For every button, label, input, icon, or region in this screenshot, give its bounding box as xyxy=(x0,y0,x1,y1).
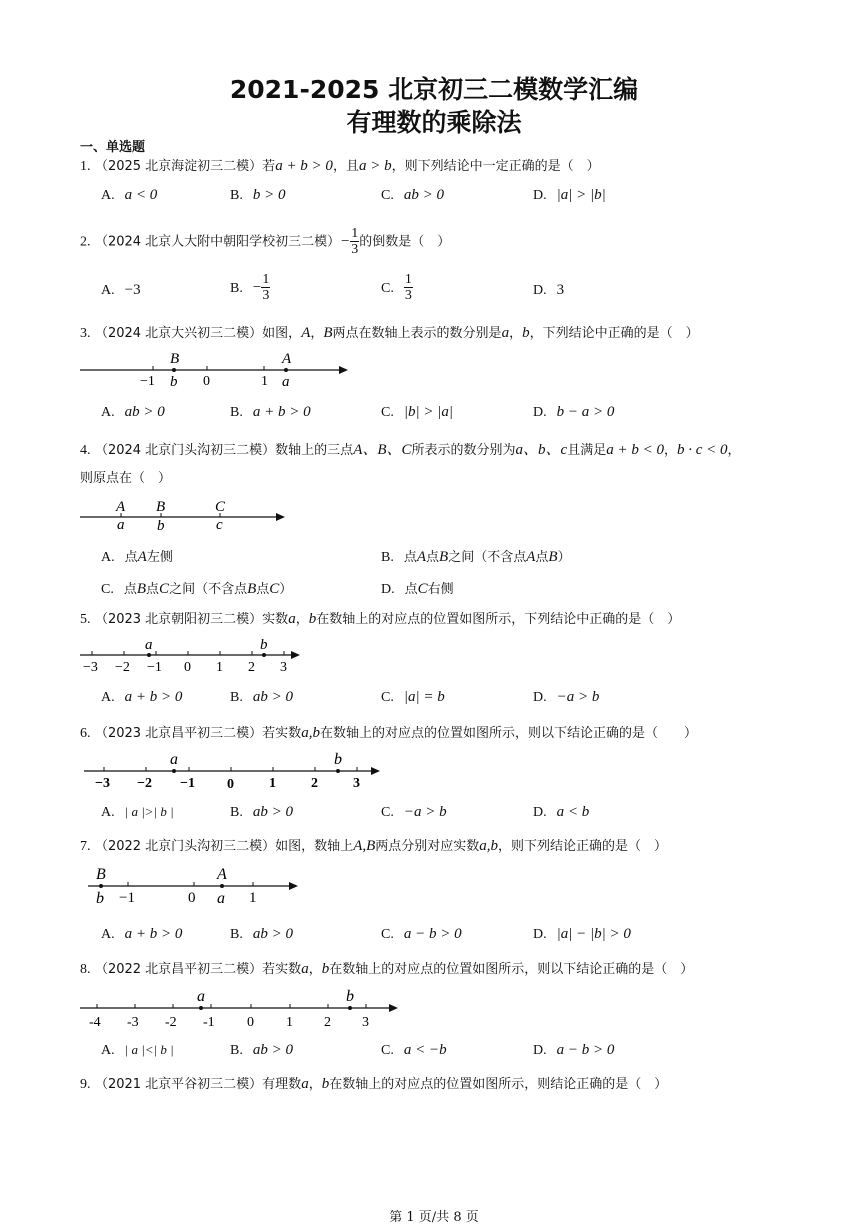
tick-label: 3 xyxy=(353,776,360,791)
q3-option-d[interactable]: D. b − a > 0 xyxy=(533,404,615,420)
q2-option-d[interactable]: D. 3 xyxy=(533,282,565,298)
q8-option-b[interactable]: B. ab > 0 xyxy=(230,1042,293,1058)
q6-number-line xyxy=(82,748,387,792)
label-lower-a: a xyxy=(282,374,290,390)
q3-option-c[interactable]: C. |b| > |a| xyxy=(381,404,453,420)
tick-label: −2 xyxy=(137,776,152,791)
point-a xyxy=(199,1006,203,1010)
label-lower-b: b xyxy=(157,518,165,532)
point-b xyxy=(348,1006,352,1010)
document-title-line2: 有理数的乘除法 xyxy=(346,108,522,137)
tick-label: 0 xyxy=(184,660,191,675)
axis-arrow xyxy=(339,366,348,374)
fraction: $\frac{1}{3}$ xyxy=(351,226,359,257)
tick-label: 2 xyxy=(324,1015,331,1030)
label-zero: 0 xyxy=(203,374,210,389)
label-upper-A: A xyxy=(116,499,126,515)
q4-option-c[interactable]: C. 点B点C之间（不含点B点C） xyxy=(101,581,293,597)
q1-option-a[interactable]: A. a < 0 xyxy=(101,187,158,203)
question-2-stem: 2. （2024 北京人大附中朝阳学校初三二模）− $\frac{1}{3}$ 的倒数是（ ） xyxy=(80,226,451,257)
label-zero: 0 xyxy=(188,890,196,906)
tick-label: −1 xyxy=(180,776,195,791)
q8-number-line xyxy=(78,986,406,1030)
q8-option-a[interactable]: A. | a |<| b | xyxy=(101,1042,174,1058)
q7-option-d[interactable]: D. |a| − |b| > 0 xyxy=(533,926,631,942)
q8-option-d[interactable]: D. a − b > 0 xyxy=(533,1042,615,1058)
axis-arrow xyxy=(371,767,380,775)
question-6-stem: 6. （2023 北京昌平初三二模）若实数a,b在数轴上的对应点的位置如图所示，则以下结论正确的是（ ） xyxy=(80,725,697,741)
label-upper-B: B xyxy=(170,351,180,367)
q2-option-a[interactable]: A. −3 xyxy=(101,282,141,298)
question-1-stem: 1. （2025 北京海淀初三二模）若a + b > 0，且a > b，则下列结论中一定正确的是（ ） xyxy=(80,158,600,174)
q6-option-d[interactable]: D. a < b xyxy=(533,804,590,820)
label-b: b xyxy=(346,988,354,1005)
label-upper-A: A xyxy=(282,351,292,367)
q2-option-b[interactable]: B. − $\frac{1}{3}$ xyxy=(230,272,270,303)
point-a xyxy=(172,769,176,773)
label-a: a xyxy=(170,751,178,768)
tick-label: 2 xyxy=(311,776,318,791)
label-lower-a: a xyxy=(117,517,125,532)
axis-arrow xyxy=(389,1004,398,1012)
tick-label: -1 xyxy=(203,1015,215,1030)
label-lower-c: c xyxy=(216,517,223,532)
label-lower-b: b xyxy=(170,374,178,390)
q5-option-a[interactable]: A. a + b > 0 xyxy=(101,689,183,705)
point-b xyxy=(172,368,176,372)
tick-label: 2 xyxy=(248,660,255,675)
q6-option-c[interactable]: C. −a > b xyxy=(381,804,447,820)
tick-label: −1 xyxy=(147,660,162,675)
tick-label: 1 xyxy=(269,776,276,791)
axis-arrow xyxy=(276,513,285,521)
q4-option-d[interactable]: D. 点C右侧 xyxy=(381,581,454,597)
point-a xyxy=(220,884,224,888)
tick-label: 0 xyxy=(247,1015,254,1030)
q4-option-b[interactable]: B. 点A点B之间（不含点A点B） xyxy=(381,549,571,565)
q3-option-b[interactable]: B. a + b > 0 xyxy=(230,404,311,420)
label-lower-b: b xyxy=(96,890,104,907)
label-minus-1: −1 xyxy=(140,374,155,389)
q7-option-a[interactable]: A. a + b > 0 xyxy=(101,926,183,942)
axis-arrow xyxy=(291,651,300,659)
question-7-stem: 7. （2022 北京门头沟初三二模）如图，数轴上A,B两点分别对应实数a,b，则下列结论正确的是（ ） xyxy=(80,838,668,854)
document-title-line1: 2021-2025 北京初三二模数学汇编 xyxy=(229,75,639,104)
tick-label: 1 xyxy=(216,660,223,675)
q7-option-b[interactable]: B. ab > 0 xyxy=(230,926,293,942)
tick-label: 3 xyxy=(280,660,287,675)
question-4-stem: 4. （2024 北京门头沟初三二模）数轴上的三点A、B、C所表示的数分别为a、b、c且满足a + b < 0，b · c < 0， xyxy=(80,442,741,458)
tick-label: 1 xyxy=(286,1015,293,1030)
q7-option-c[interactable]: C. a − b > 0 xyxy=(381,926,462,942)
tick-label: 0 xyxy=(227,777,234,792)
question-4-stem-line2: 则原点在（ ） xyxy=(80,471,172,486)
q4-number-line xyxy=(78,496,293,532)
point-a xyxy=(147,653,151,657)
q7-number-line xyxy=(86,862,308,908)
label-minus-1: −1 xyxy=(119,890,135,906)
tick-label: −3 xyxy=(95,776,110,791)
question-3-stem: 3. （2024 北京大兴初三二模）如图，A，B两点在数轴上表示的数分别是a，b，下列结论中正确的是（ ） xyxy=(80,325,699,341)
label-b: b xyxy=(334,751,342,768)
tick-label: 3 xyxy=(362,1015,369,1030)
label-a: a xyxy=(197,988,205,1005)
q5-number-line xyxy=(78,636,310,676)
label-upper-B: B xyxy=(96,866,106,883)
q2-option-c[interactable]: C. $\frac{1}{3}$ xyxy=(381,272,412,303)
tick-label: -4 xyxy=(89,1015,101,1030)
q4-option-a[interactable]: A. 点A左侧 xyxy=(101,549,173,565)
q8-option-c[interactable]: C. a < −b xyxy=(381,1042,447,1058)
q6-option-a[interactable]: A. | a |>| b | xyxy=(101,804,174,820)
q3-option-a[interactable]: A. ab > 0 xyxy=(101,404,165,420)
q5-option-d[interactable]: D. −a > b xyxy=(533,689,600,705)
label-upper-A: A xyxy=(217,866,227,883)
tick-label: −3 xyxy=(83,660,98,675)
label-upper-B: B xyxy=(156,499,166,515)
tick-label: −2 xyxy=(115,660,130,675)
axis-arrow xyxy=(289,882,298,890)
question-9-stem: 9. （2021 北京平谷初三二模）有理数a，b在数轴上的对应点的位置如图所示，则结论正确的是（ ） xyxy=(80,1076,668,1092)
label-one: 1 xyxy=(249,890,257,906)
question-8-stem: 8. （2022 北京昌平初三二模）若实数a，b在数轴上的对应点的位置如图所示，则以下结论正确的是（ ） xyxy=(80,961,694,977)
question-5-stem: 5. （2023 北京朝阳初三二模）实数a，b在数轴上的对应点的位置如图所示，下列结论中正确的是（ ） xyxy=(80,611,681,627)
tick-label: -2 xyxy=(165,1015,177,1030)
label-b: b xyxy=(260,637,268,653)
label-upper-C: C xyxy=(215,499,226,515)
label-lower-a: a xyxy=(217,890,225,907)
page-footer: 第 1 页/共 8 页 xyxy=(389,1210,479,1225)
point-b xyxy=(99,884,103,888)
q1-option-c[interactable]: C. ab > 0 xyxy=(381,187,444,203)
q6-option-b[interactable]: B. ab > 0 xyxy=(230,804,293,820)
point-b xyxy=(336,769,340,773)
q5-option-c[interactable]: C. |a| = b xyxy=(381,689,445,705)
section-heading: 一、单选题 xyxy=(80,140,146,155)
q1-option-b[interactable]: B. b > 0 xyxy=(230,187,286,203)
q3-number-line xyxy=(78,348,358,390)
tick-label: -3 xyxy=(127,1015,139,1030)
q5-option-b[interactable]: B. ab > 0 xyxy=(230,689,293,705)
label-one: 1 xyxy=(261,374,268,389)
point-b xyxy=(262,653,266,657)
q1-option-d[interactable]: D. |a| > |b| xyxy=(533,187,606,203)
point-a xyxy=(284,368,288,372)
label-a: a xyxy=(145,637,153,653)
